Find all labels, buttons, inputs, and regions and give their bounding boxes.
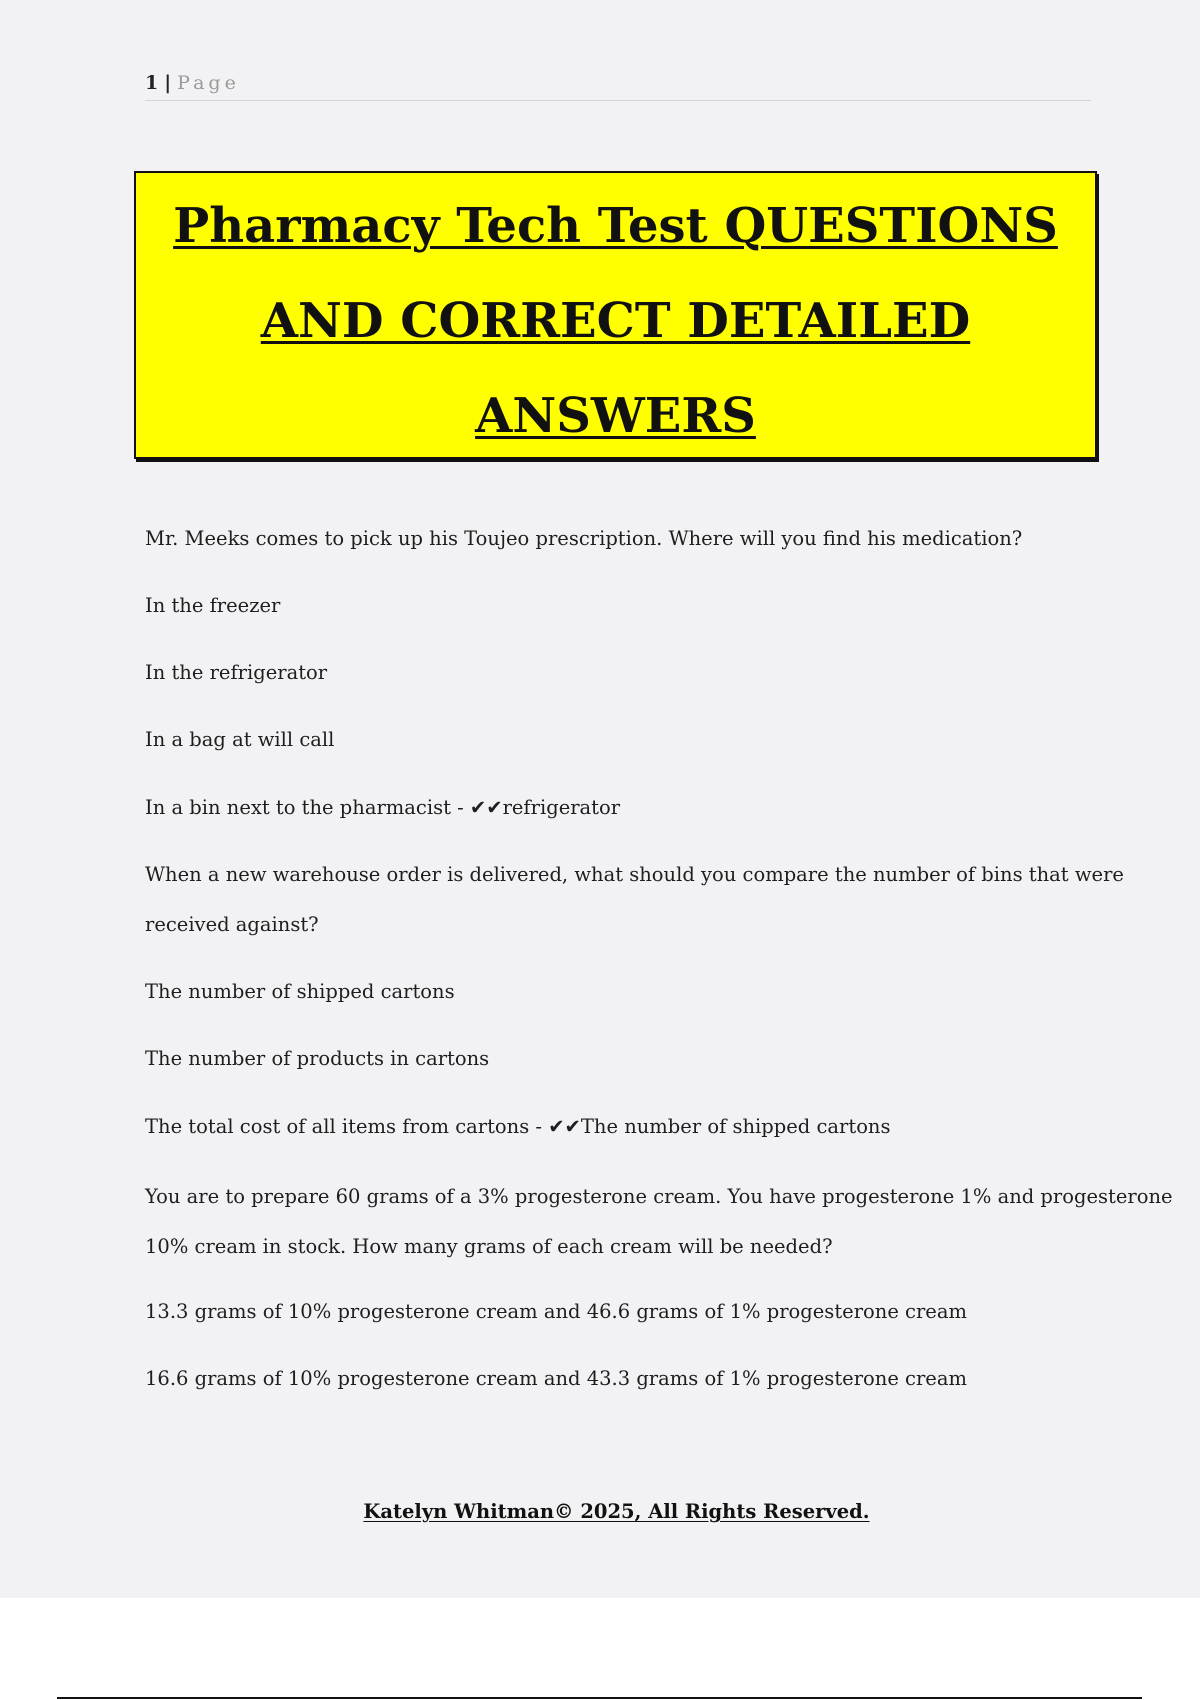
title-line-1: Pharmacy Tech Test QUESTIONS [173,198,1058,254]
page-number: 1 [145,72,159,94]
answer-option-with-correct-answer: The total cost of all items from cartons - ✔✔The number of shipped cartons [145,1115,891,1138]
question-2-continued: received against? [145,913,319,936]
question-3: You are to prepare 60 grams of a 3% progesterone cream. You have progesterone 1% and progesterone [145,1185,1173,1208]
page-label: Page [177,72,240,94]
header-separator: | [164,72,172,94]
answer-option: In a bag at will call [145,728,335,751]
title-line-2: AND CORRECT DETAILED [260,293,971,349]
answer-option: 13.3 grams of 10% progesterone cream and 46.6 grams of 1% progesterone cream [145,1300,967,1323]
question-1: Mr. Meeks comes to pick up his Toujeo prescription. Where will you find his medication? [145,527,1023,550]
title-banner [134,171,1097,459]
answer-option: The number of shipped cartons [145,980,455,1003]
answer-option: The number of products in cartons [145,1047,490,1070]
page-divider [57,1697,1142,1699]
answer-option: In the refrigerator [145,661,328,684]
copyright-footer: Katelyn Whitman© 2025, All Rights Reserved. [363,1500,870,1523]
question-2: When a new warehouse order is delivered, what should you compare the number of bins that were [145,863,1124,886]
answer-option: In the freezer [145,594,281,617]
title-line-3: ANSWERS [475,388,756,444]
question-3-continued: 10% cream in stock. How many grams of each cream will be needed? [145,1235,833,1258]
page-header [145,72,1091,101]
answer-option-with-correct-answer: In a bin next to the pharmacist - ✔✔refrigerator [145,796,621,819]
answer-option: 16.6 grams of 10% progesterone cream and 43.3 grams of 1% progesterone cream [145,1367,967,1390]
